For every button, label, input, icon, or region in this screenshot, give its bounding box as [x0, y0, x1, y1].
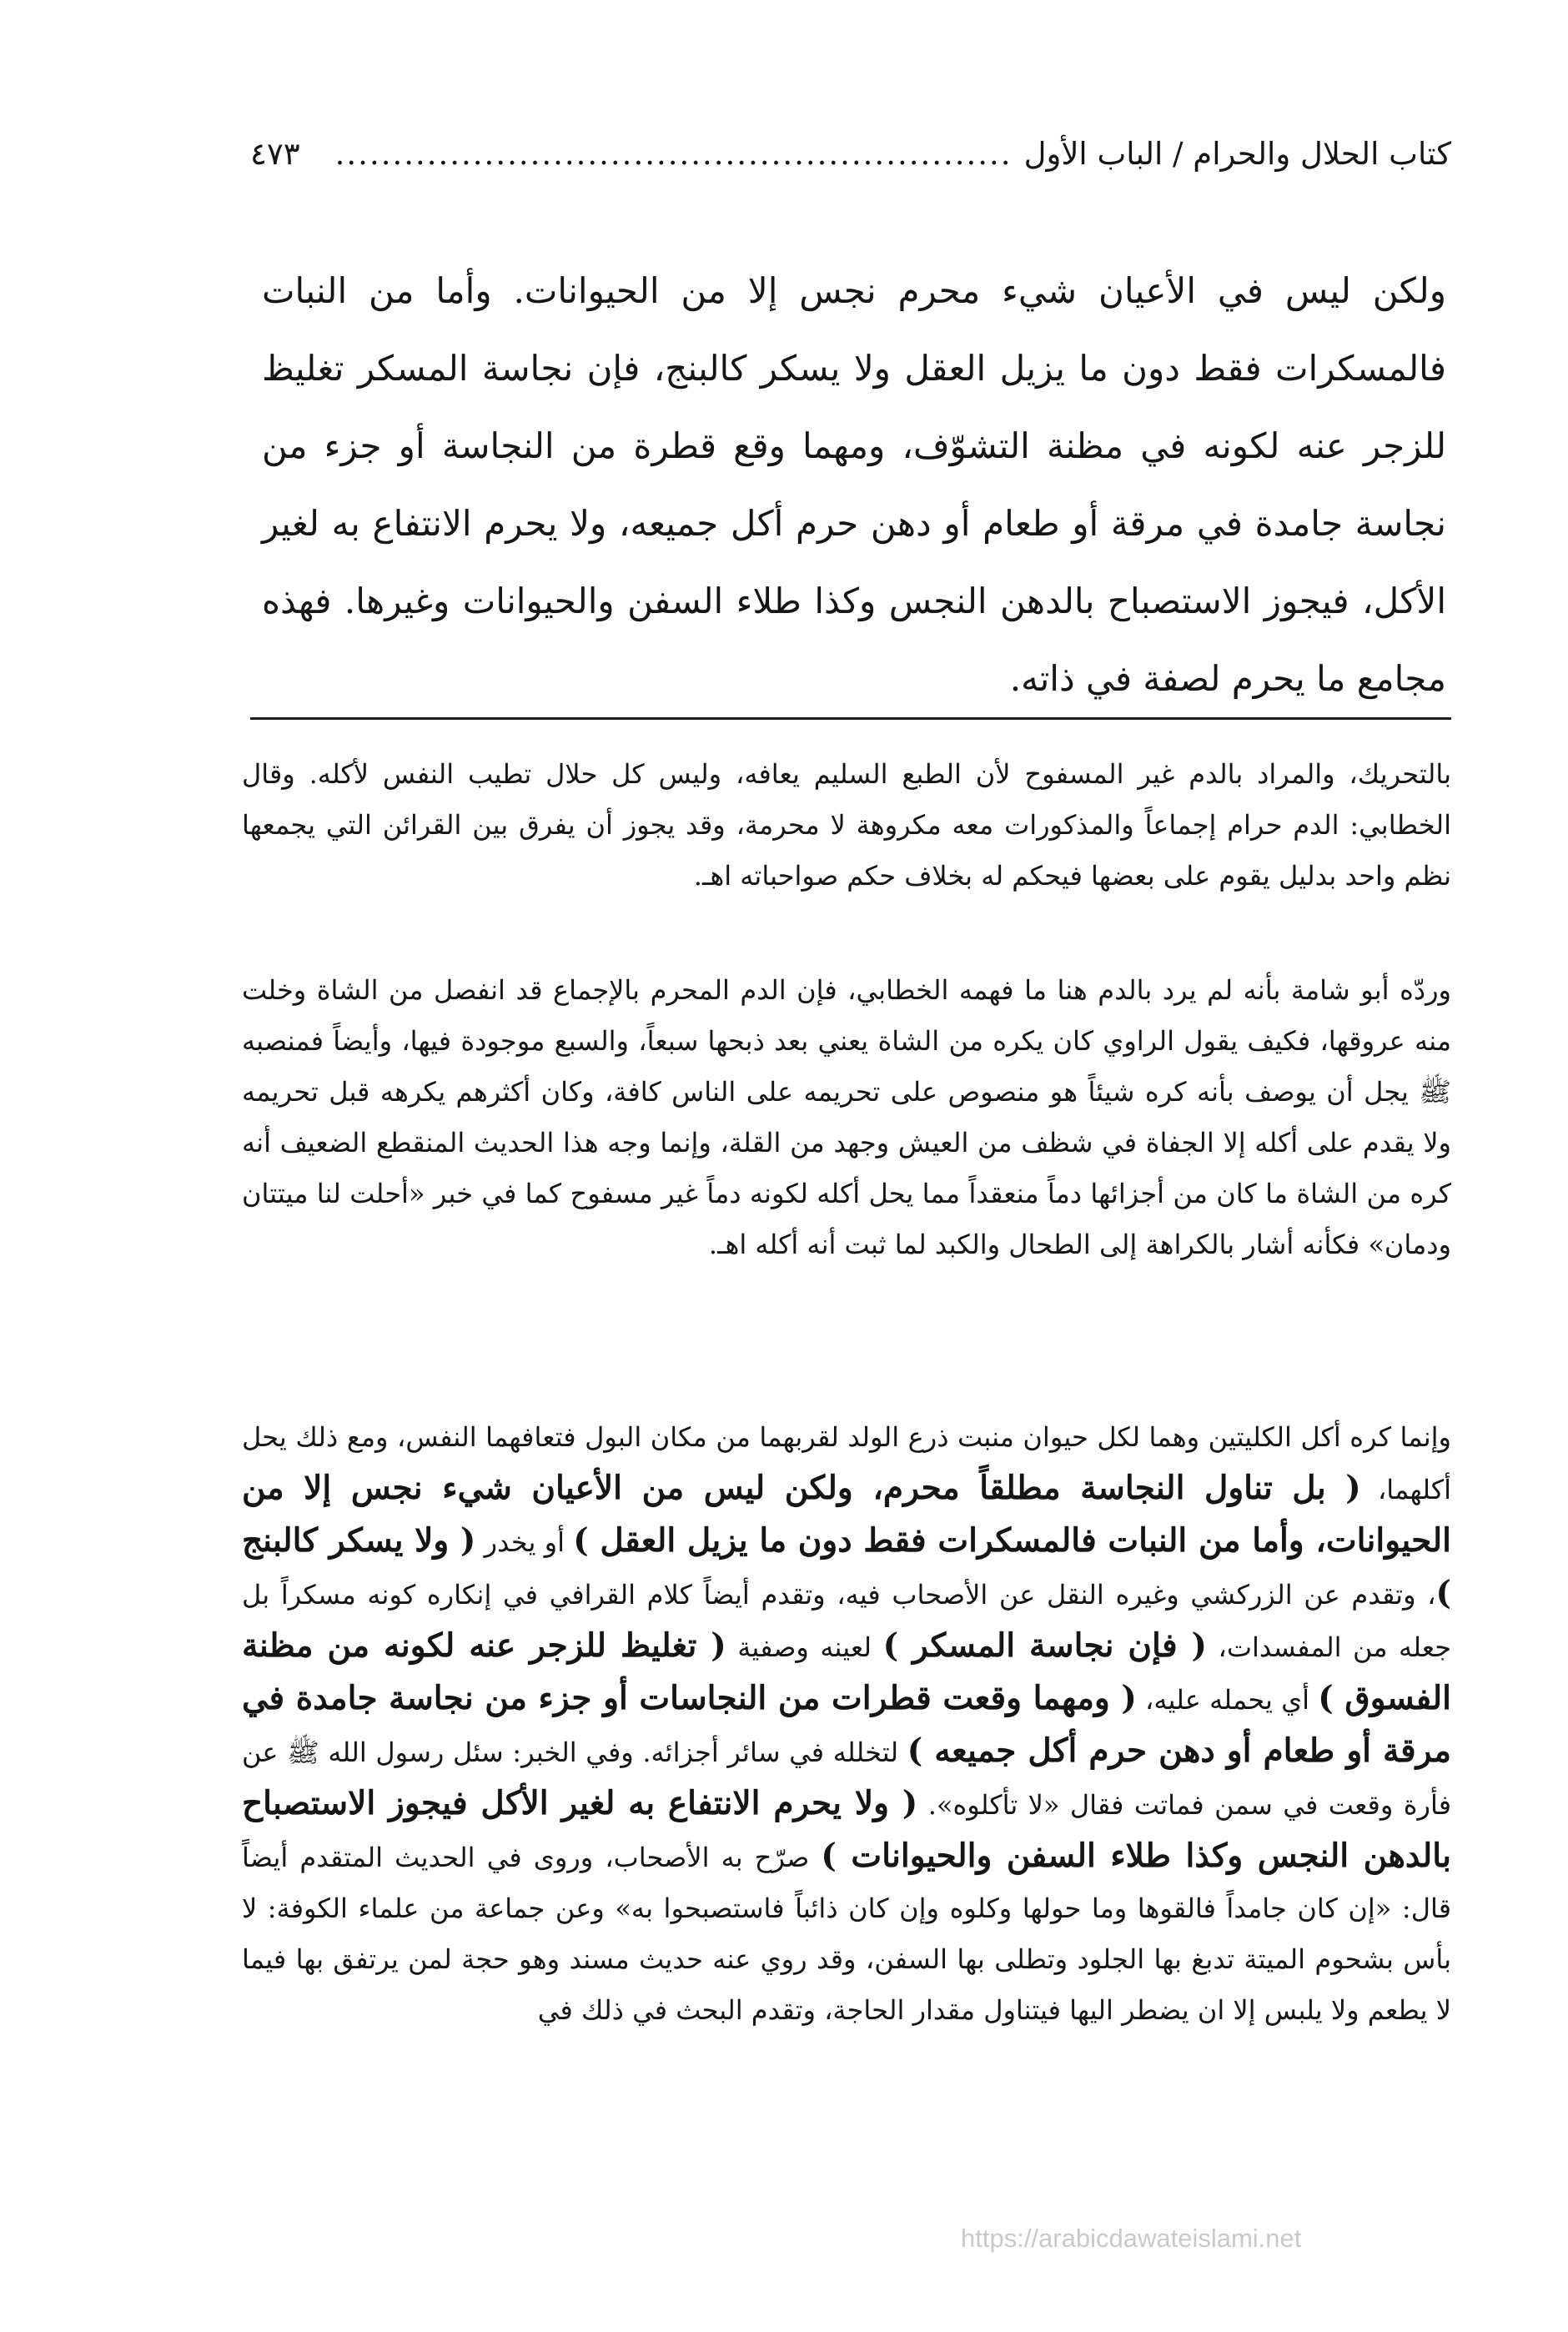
quoted-matn: ( فإن نجاسة المسكر )	[882, 1626, 1207, 1665]
commentary-text: لتخلله في سائر أجزائه. وفي الخبر: سئل رسول الله ﷺ عن فأرة وقعت في سمن فماتت فقال «لا تأكلوه».	[242, 1736, 1452, 1821]
header-leader-dots: ...........................................................	[334, 138, 1013, 169]
quoted-matn: ( تغليظ للزجر عنه لكونه من مظنة الفسوق )	[242, 1626, 1452, 1717]
main-text: ولكن ليس في الأعيان شيء محرم نجس إلا من الحيوانات. وأما من النبات فالمسكرات فقط دون ما يزيل العقل ولا يسكر كالبنج، فإن نجاسة المسكر تغليظ للزجر عنه لكونه في مظنة التشوّف، ومهما وقع قطرة من النجاسة أو جزء من نجاسة جامدة في مرقة أو طعام أو دهن حرم أكل جميعه، ولا يحرم الانتفاع به لغير الأكل، فيجوز الاستصباح بالدهن النجس وكذا طلاء السفن والحيوانات وغيرها. فهذه مجامع ما يحرم لصفة في ذاته.	[262, 270, 1446, 699]
commentary-text: وإنما كره أكل الكليتين وهما لكل حيوان منبت ذرع الولد لقربهما من مكان البول فتعافهما النفس، ومع ذلك يحل أكلهما،	[242, 1421, 1452, 1505]
commentary-text: أي يحمله عليه،	[1136, 1684, 1319, 1716]
commentary-text: ، وتقدم عن الزركشي وغيره النقل عن الأصحاب فيه، وتقدم أيضاً كلام القرافي في إنكاره كونه مسكراً بل جعله من المفسدات،	[242, 1579, 1452, 1663]
commentary-paragraph-1: بالتحريك، والمراد بالدم غير المسفوح لأن الطبع السليم يعافه، وليس كل حلال تطيب النفس لأكله. وقال الخطابي: الدم حرام إجماعاً والمذكورات معه مكروهة لا محرمة، وقد يجوز أن يفرق بين القرائن التي يجمعها نظم واحد بدليل يقوم على بعضها فيحكم له بخلاف حكم صواحباته اهـ.	[242, 758, 1451, 892]
quoted-matn: ( ومهما وقعت قطرات من النجاسات أو جزء من نجاسة جامدة في مرقة أو طعام أو دهن حرم أكل جميعه )	[242, 1679, 1451, 1770]
running-header	[250, 136, 1451, 172]
commentary-paragraph-2: وردّه أبو شامة بأنه لم يرد بالدم هنا ما فهمه الخطابي، فإن الدم المحرم بالإجماع قد انفصل من الشاة وخلت منه عروقها، فكيف يقول الراوي كان يكره من الشاة يعني بعد ذبحها سبعاً، والسبع موجودة فيها، وأيضاً فمنصبه ﷺ يجل أن يوصف بأنه كره شيئاً هو منصوص على تحريمه على الناس كافة، وكان أكثرهم يكرهه قبل تحريمه ولا يقدم على أكله إلا الجفاة في شظف من العيش وجهد من القلة، وإنما وجه هذا الحديث المنقطع الضعيف أنه كره من الشاة ما كان من أجزائها دماً منعقداً مما يحل أكله لكونه دماً غير مسفوح كما في خبر «أحلت لنا ميتتان ودمان» فكأنه أشار بالكراهة إلى الطحال والكبد لما ثبت أنه أكله اهـ.	[242, 974, 1452, 1260]
page-number: ٤٧٣	[250, 136, 300, 172]
quoted-matn: ( ولا يسكر كالبنج )	[242, 1521, 1451, 1612]
commentary-text: لعينه وصفية	[726, 1631, 883, 1663]
commentary-text: صرّح به الأصحاب، وروى في الحديث المتقدم أيضاً قال: «إن كان جامداً فالقوها وما حولها وكلوه وإن كان ذائباً فاستصبحوا به» وعن جماعة من علماء الكوفة: لا بأس بشحوم الميتة تدبغ بها الجلود وتطلى بها السفن، وقد روي عنه حديث مسند وهو حجة لمن يرتفق بها فيما لا يطعم ولا يلبس إلا ان يضطر اليها فيتناول مقدار الحاجة، وتقدم البحث في ذلك في	[242, 1842, 1452, 2026]
quoted-matn: ( ولا يحرم الانتفاع به لغير الأكل فيجوز الاستصباح بالدهن النجس وكذا طلاء السفن والحيوانات )	[242, 1784, 1452, 1875]
watermark-url: https://arabicdawateislami.net	[961, 2224, 1302, 2253]
commentary-text: أو يخدر	[475, 1526, 574, 1558]
header-title: كتاب الحلال والحرام / الباب الأول	[1023, 136, 1451, 172]
quoted-matn: ( بل تناول النجاسة مطلقاً محرم، ولكن ليس من الأعيان شيء نجس إلا من الحيوانات، وأما من النبات فالمسكرات فقط دون ما يزيل العقل )	[242, 1469, 1451, 1560]
footnote-separator	[250, 717, 1451, 720]
commentary-paragraph-3	[242, 1412, 1451, 2036]
